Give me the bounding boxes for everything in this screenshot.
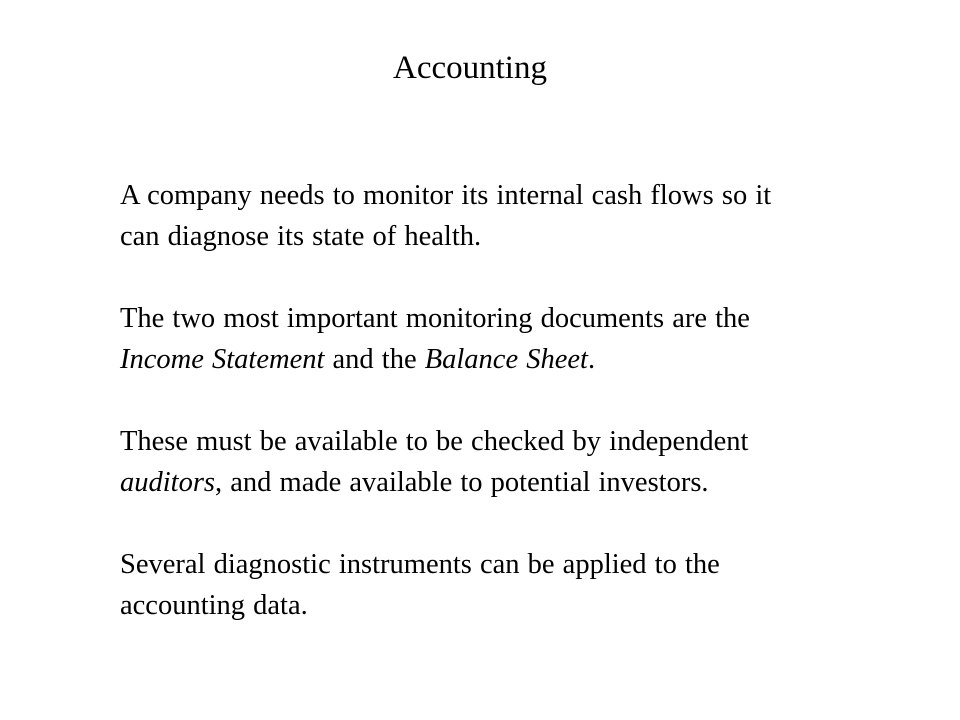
paragraph-documents xyxy=(120,298,840,380)
paragraph-line: A company needs to monitor its internal cash flows so it xyxy=(120,180,772,211)
paragraph-text: . xyxy=(587,344,596,375)
slide-body xyxy=(120,175,840,626)
paragraph-line: accounting data. xyxy=(120,590,308,621)
paragraph-line: These must be available to be checked by independent xyxy=(120,426,749,457)
paragraph-line xyxy=(120,462,840,503)
paragraph-diagnostics xyxy=(120,544,840,626)
paragraph-text: and the xyxy=(324,344,425,375)
income-statement-term: Income Statement xyxy=(120,344,325,375)
balance-sheet-term: Balance Sheet xyxy=(424,344,588,375)
slide-title: Accounting xyxy=(393,50,547,86)
paragraph-line xyxy=(120,339,840,380)
paragraph-text: , and made available to potential investors. xyxy=(215,467,709,498)
paragraph-line: can diagnose its state of health. xyxy=(120,221,482,252)
paragraph-line: The two most important monitoring documents are the xyxy=(120,303,750,334)
paragraph-cash-flows xyxy=(120,175,840,257)
paragraph-auditors xyxy=(120,421,840,503)
paragraph-line: Several diagnostic instruments can be applied to the xyxy=(120,549,720,580)
auditors-term: auditors xyxy=(120,467,216,498)
